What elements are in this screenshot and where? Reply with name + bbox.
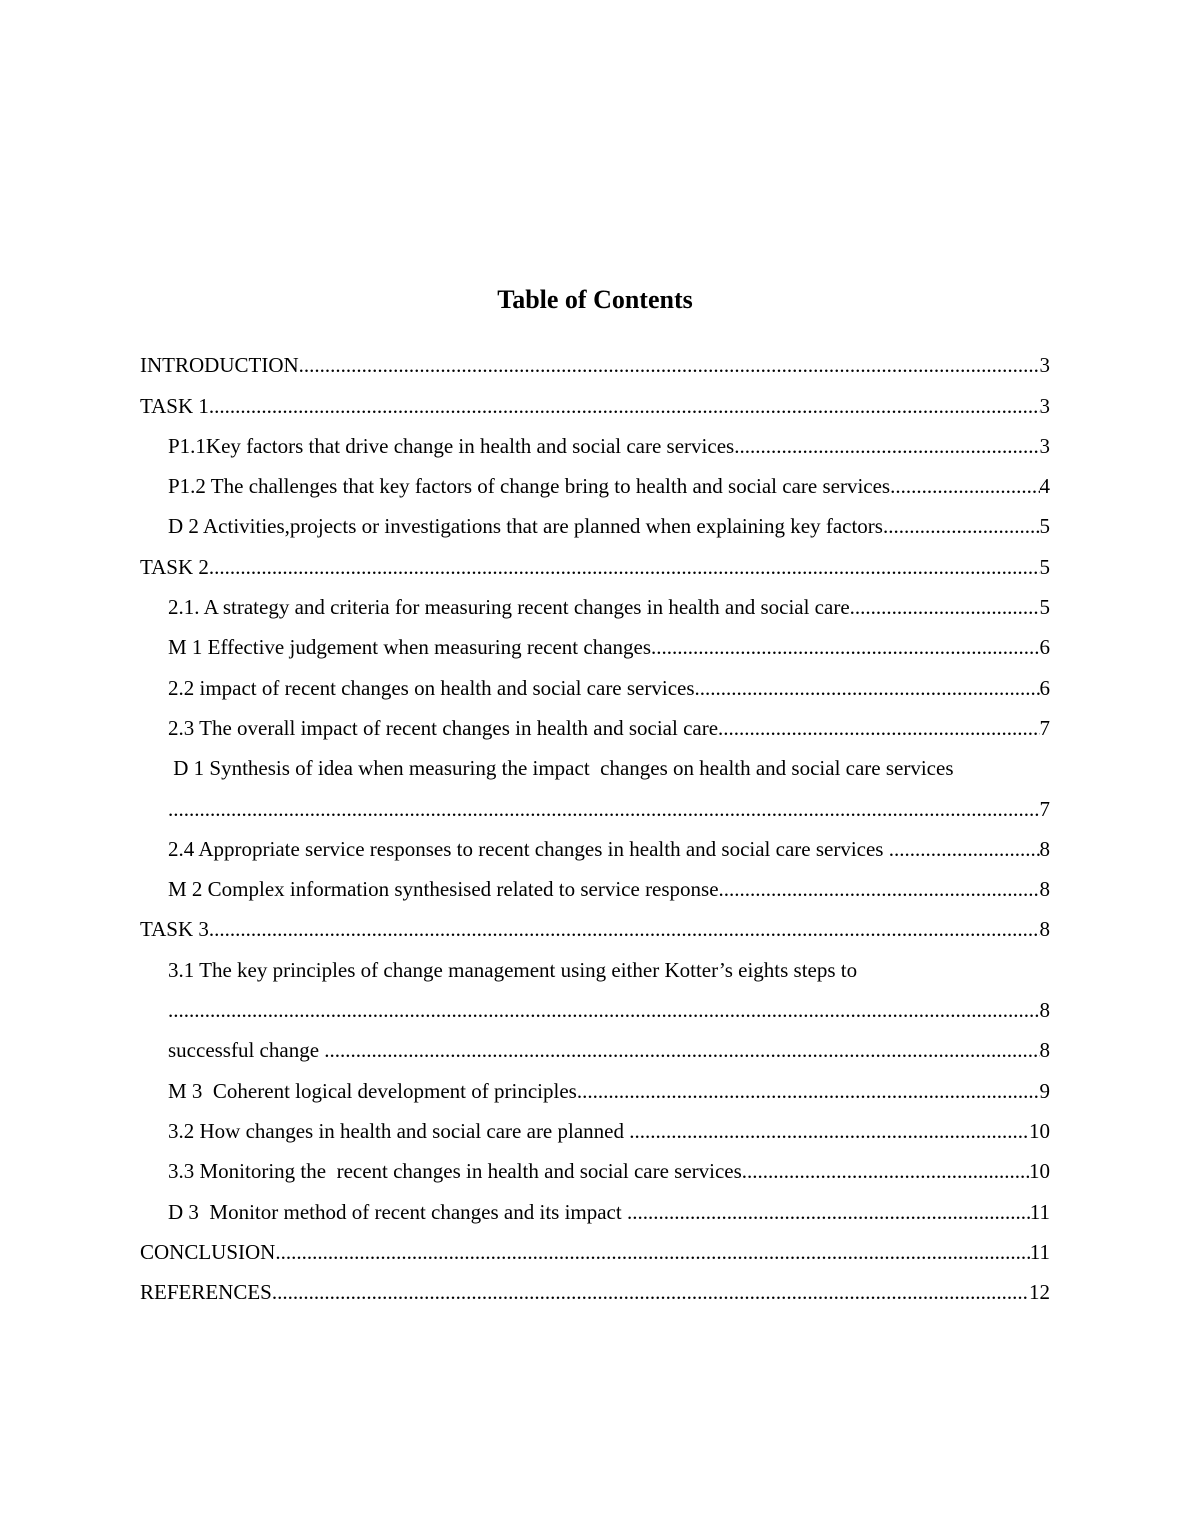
toc-entry-label: 2.3 The overall impact of recent changes in health and social care	[168, 715, 719, 740]
toc-entry-task-2[interactable]	[140, 538, 1050, 578]
toc-entry-page: 8	[1039, 877, 1050, 902]
toc-entry-page: 3	[1039, 353, 1050, 378]
toc-entry-label: 3.3 Monitoring the recent changes in health and social care services	[168, 1159, 742, 1184]
dot-leader	[883, 514, 1040, 538]
dot-leader	[889, 837, 1040, 861]
dot-leader	[299, 353, 1040, 377]
toc-entry-3-1-continuation[interactable]	[140, 982, 1050, 1022]
dot-leader	[209, 917, 1040, 941]
dot-leader	[209, 555, 1040, 579]
toc-entry-2-1[interactable]	[140, 579, 1050, 619]
toc-entry-page: 10	[1029, 1118, 1050, 1143]
toc-entry-label: 3.1 The key principles of change management using either Kotter’s eights steps to	[168, 957, 858, 982]
dot-leader	[168, 998, 1040, 1022]
toc-entry-2-4[interactable]	[140, 821, 1050, 861]
toc-entry-label: D 2 Activities,projects or investigations that are planned when explaining key factors	[168, 514, 883, 539]
toc-entry-page: 7	[1039, 715, 1050, 740]
toc-entry-label: P1.1Key factors that drive change in health and social care services	[168, 433, 735, 458]
dot-leader	[209, 394, 1040, 418]
toc-entry-task-1[interactable]	[140, 377, 1050, 417]
toc-list	[140, 337, 1050, 1304]
toc-entry-3-2[interactable]	[140, 1103, 1050, 1143]
toc-entry-page: 8	[1039, 1038, 1050, 1063]
toc-entry-page: 6	[1039, 635, 1050, 660]
toc-entry-label: M 2 Complex information synthesised related to service response	[168, 877, 719, 902]
toc-entry-m2[interactable]	[140, 861, 1050, 901]
dot-leader	[168, 797, 1040, 821]
toc-entry-page: 3	[1039, 393, 1050, 418]
toc-entry-label: CONCLUSION	[140, 1239, 276, 1264]
dot-leader	[850, 595, 1040, 619]
toc-entry-3-1[interactable]	[140, 941, 1050, 981]
toc-entry-label: D 3 Monitor method of recent changes and its impact	[168, 1199, 627, 1224]
toc-entry-2-3[interactable]	[140, 700, 1050, 740]
toc-entry-task-3[interactable]	[140, 901, 1050, 941]
dot-leader	[627, 1200, 1030, 1224]
toc-entry-d1-continuation[interactable]	[140, 780, 1050, 820]
dot-leader	[272, 1280, 1029, 1304]
toc-entry-label: TASK 2	[140, 554, 209, 579]
toc-entry-page: 7	[1039, 796, 1050, 821]
toc-entry-page: 5	[1039, 554, 1050, 579]
toc-entry-label: M 3 Coherent logical development of principles	[168, 1078, 577, 1103]
dot-leader	[734, 434, 1039, 458]
toc-entry-page: 8	[1039, 998, 1050, 1023]
toc-entry-label: P1.2 The challenges that key factors of change bring to health and social care services	[168, 474, 891, 499]
toc-entry-label: 2.2 impact of recent changes on health and social care services	[168, 675, 695, 700]
dot-leader	[324, 1038, 1039, 1062]
dot-leader	[275, 1240, 1029, 1264]
toc-entry-references[interactable]	[140, 1264, 1050, 1304]
toc-entry-label: M 1 Effective judgement when measuring recent changes	[168, 635, 652, 660]
toc-entry-page: 3	[1039, 433, 1050, 458]
toc-entry-label: TASK 1	[140, 393, 209, 418]
toc-entry-3-3[interactable]	[140, 1143, 1050, 1183]
toc-entry-p1-2[interactable]	[140, 458, 1050, 498]
toc-entry-label: successful change	[168, 1038, 325, 1063]
toc-entry-d2[interactable]	[140, 498, 1050, 538]
toc-title: Table of Contents	[497, 285, 693, 314]
dot-leader	[742, 1159, 1029, 1183]
toc-entry-page: 5	[1039, 514, 1050, 539]
toc-entry-page: 11	[1029, 1239, 1050, 1264]
toc-entry-page: 10	[1029, 1159, 1050, 1184]
toc-entry-page: 4	[1039, 474, 1050, 499]
toc-entry-label: 3.2 How changes in health and social care are planned	[168, 1118, 630, 1143]
dot-leader	[651, 635, 1039, 659]
toc-entry-m3[interactable]	[140, 1062, 1050, 1102]
toc-entry-page: 6	[1039, 675, 1050, 700]
dot-leader	[695, 676, 1040, 700]
toc-entry-introduction[interactable]	[140, 337, 1050, 377]
toc-entry-page: 11	[1029, 1199, 1050, 1224]
toc-entry-page: 5	[1039, 595, 1050, 620]
toc-entry-label: 2.1. A strategy and criteria for measuring recent changes in health and social care	[168, 595, 850, 620]
toc-entry-page: 12	[1029, 1280, 1050, 1305]
dot-leader	[718, 716, 1039, 740]
toc-entry-p1-1[interactable]	[140, 418, 1050, 458]
toc-entry-successful-change[interactable]	[140, 1022, 1050, 1062]
dot-leader	[719, 877, 1040, 901]
toc-entry-label: TASK 3	[140, 917, 209, 942]
toc-entry-label: INTRODUCTION	[140, 353, 299, 378]
toc-entry-label: REFERENCES	[140, 1280, 272, 1305]
dot-leader	[629, 1119, 1029, 1143]
toc-entry-d3[interactable]	[140, 1183, 1050, 1223]
toc-entry-page: 8	[1039, 917, 1050, 942]
toc-entry-label: 2.4 Appropriate service responses to recent changes in health and social care services	[168, 836, 889, 861]
toc-entry-conclusion[interactable]	[140, 1224, 1050, 1264]
dot-leader	[890, 474, 1039, 498]
dot-leader	[577, 1079, 1040, 1103]
toc-entry-page: 9	[1039, 1078, 1050, 1103]
toc-entry-page: 8	[1039, 836, 1050, 861]
toc-entry-label: D 1 Synthesis of idea when measuring the impact changes on health and social care services	[168, 756, 954, 781]
toc-entry-2-2[interactable]	[140, 659, 1050, 699]
toc-entry-d1[interactable]	[140, 740, 1050, 780]
toc-entry-m1[interactable]	[140, 619, 1050, 659]
